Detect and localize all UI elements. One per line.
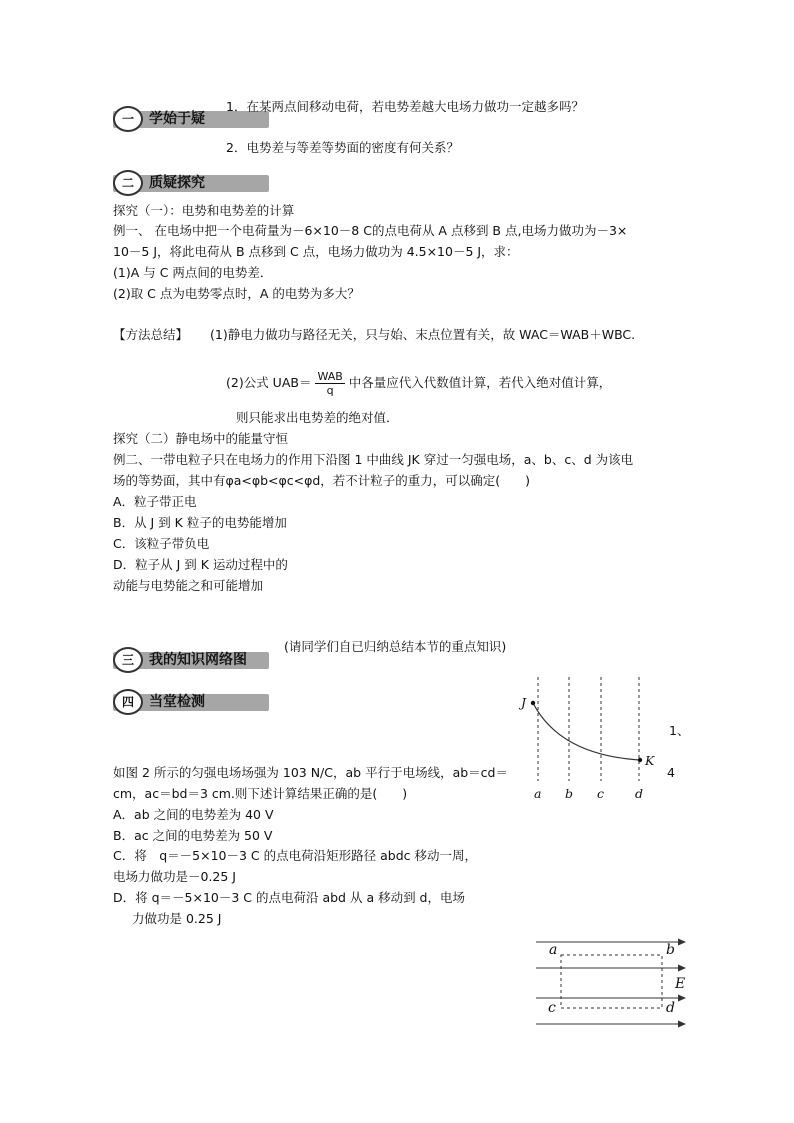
section-title: 当堂检测 [149,694,205,710]
inquiry-1-heading: 探究（一）：电势和电势差的计算 [113,203,295,218]
check-option-c: C．将 q＝－5×10－3 C 的点电荷沿矩形路径 abdc 移动一周， [113,848,477,863]
fraction-denominator: q [326,384,334,397]
label-b: b [666,942,675,958]
example-2-line-1: 例二、一带电粒子只在电场力的作用下沿图 1 中曲线 JK 穿过一匀强电场，a、b、c、d 为该电 [113,452,634,467]
section-3-header [113,647,269,673]
section-title: 学始于疑 [149,111,205,127]
method-summary-line-1: (1)静电力做功与路径无关，只与始、末点位置有关，故 WAC＝WAB＋WBC. [210,327,636,342]
section-number: 四 [113,689,143,715]
side-label-1: 1、 [669,723,690,738]
method-summary-line-2 [226,370,611,397]
section-title: 质疑探究 [149,175,205,191]
check-option-d: D．将 q＝－5×10－3 C 的点电荷沿 abd 从 a 移动到 d，电场 [113,890,465,905]
label-b: b [565,786,574,801]
inquiry-2-heading: 探究（二）静电场中的能量守恒 [113,431,289,446]
arrow-head-3 [678,995,686,1002]
dashed-rectangle-abdc [561,955,662,1008]
check-question-line-2: cm，ac＝bd＝3 cm.则下述计算结果正确的是( ) [113,786,408,801]
formula-prefix: (2)公式 UAB＝ [226,375,312,390]
label-a: a [534,786,542,801]
label-c: c [548,1000,556,1016]
trajectory-curve [533,703,640,760]
check-option-b: B．ac 之间的电势差为 50 V [113,828,273,843]
section-number: 三 [113,647,143,673]
arrow-head-2 [678,965,686,972]
section-4-header [113,689,269,715]
example-2-option-a: A．粒子带正电 [113,494,197,509]
method-summary-line-3: 则只能求出电势差的绝对值． [236,410,399,425]
formula-suffix: 中各量应代入代数值计算，若代入绝对值计算， [348,375,612,390]
example-2-option-d: D．粒子从 J 到 K 运动过程中的 [113,557,288,572]
check-option-a: A．ab 之间的电势差为 40 V [113,807,274,822]
label-e-field: E [675,976,686,992]
example-2-option-d-cont: 动能与电势能之和可能增加 [113,578,264,593]
example-1-part-2: (2)取 C 点为电势零点时，A 的电势为多大？ [113,286,360,301]
label-a: a [549,942,558,958]
label-k: K [645,753,655,768]
label-j: J [521,695,527,710]
example-2-option-b: B．从 J 到 K 粒子的电势能增加 [113,515,287,530]
section-number: 二 [113,170,143,196]
side-label-2: 4 [667,765,675,780]
check-option-d-cont: 力做功是 0.25 J [132,911,222,926]
fraction-numerator: WAB [317,370,343,383]
check-option-c-cont: 电场力做功是－0.25 J [113,869,236,884]
point-k [638,758,642,762]
section-2-header [113,170,269,196]
question-2: 2．电势差与等差等势面的密度有何关系？ [226,140,459,155]
example-2-option-c: C．该粒子带负电 [113,536,210,551]
label-d: d [666,1000,675,1016]
example-1-line-1: 例一、 在电场中把一个电荷量为－6×10－8 C的点电荷从 A 点移到 B 点,电场力做功为－3× [113,223,628,238]
method-summary-label: 【方法总结】 [113,327,189,342]
section-3-note: (请同学们自已归纳总结本节的重点知识) [284,639,507,654]
section-title: 我的知识网络图 [149,652,247,668]
point-j [531,701,535,705]
figure-1 [512,675,692,805]
check-question-line-1: 如图 2 所示的匀强电场场强为 103 N/C，ab 平行于电场线，ab＝cd＝ [113,765,508,780]
arrow-head-1 [678,939,686,946]
example-2-line-2: 场的等势面，其中有φa<φb<φc<φd，若不计粒子的重力，可以确定( ) [113,473,531,488]
example-1-part-1: (1)A 与 C 两点间的电势差． [113,265,273,280]
section-number: 一 [113,106,143,132]
formula-fraction [315,370,344,397]
label-c: c [597,786,605,801]
example-1-line-2: 10－5 J，将此电荷从 B 点移到 C 点，电场力做功为 4.5×10－5 J，求： [113,244,519,259]
arrow-head-4 [678,1021,686,1028]
label-d: d [635,786,644,801]
question-1: 1．在某两点间移动电荷，若电势差越大电场力做功一定越多吗？ [226,99,584,114]
figure-2 [530,930,692,1030]
